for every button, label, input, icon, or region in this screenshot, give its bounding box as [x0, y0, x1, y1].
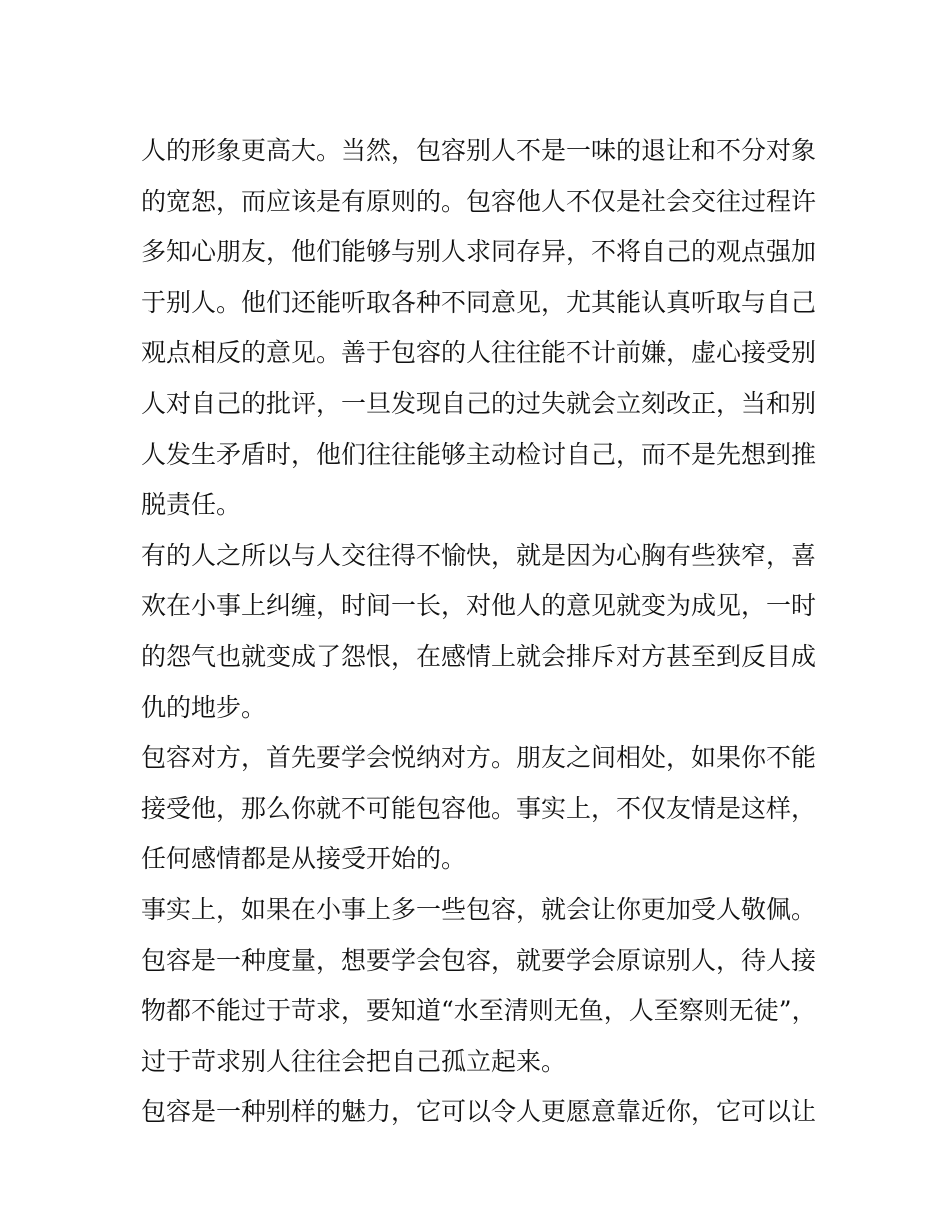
paragraph-4	[141, 885, 817, 936]
text-line: 事实上，如果在小事上多一些包容，就会让你更加受人敬佩。	[141, 894, 817, 924]
text-line: 仇的地步。	[141, 692, 267, 722]
text-line: 接受他，那么你就不可能包容他。事实上，不仅友情是这样，	[141, 793, 817, 823]
text-line: 包容是一种别样的魅力，它可以令人更愿意靠近你，它可以让	[141, 1097, 817, 1127]
text-line: 欢在小事上纠缠，时间一长，对他人的意见就变为成见，一时	[141, 591, 817, 621]
text-line: 人的形象更高大。当然，包容别人不是一味的退让和不分对象	[141, 136, 817, 165]
paragraph-5	[141, 936, 817, 1088]
text-line: 包容对方，首先要学会悦纳对方。朋友之间相处，如果你不能	[141, 743, 817, 773]
text-line: 观点相反的意见。善于包容的人往往能不计前嫌，虚心接受别	[141, 338, 817, 368]
text-line: 的宽恕，而应该是有原则的。包容他人不仅是社会交往过程许	[141, 186, 817, 216]
paragraph-3	[141, 733, 817, 885]
text-line: 人对自己的批评，一旦发现自己的过失就会立刻改正，当和别	[141, 388, 817, 418]
text-line: 的怨气也就变成了怨恨，在感情上就会排斥对方甚至到反目成	[141, 641, 817, 671]
text-line: 有的人之所以与人交往得不愉快，就是因为心胸有些狭窄，喜	[141, 540, 817, 570]
paragraph-1	[141, 126, 817, 531]
text-line: 任何感情都是从接受开始的。	[141, 844, 467, 874]
text-line: 多知心朋友，他们能够与别人求同存异，不将自己的观点强加	[141, 237, 817, 267]
text-line: 于别人。他们还能听取各种不同意见，尤其能认真听取与自己	[141, 287, 817, 317]
document-body	[141, 126, 817, 1138]
text-line: 物都不能过于苛求，要知道“水至清则无鱼，人至察则无徒”，	[141, 996, 817, 1026]
text-line: 包容是一种度量，想要学会包容，就要学会原谅别人，待人接	[141, 945, 817, 975]
text-line: 过于苛求别人往往会把自己孤立起来。	[141, 1046, 567, 1076]
paragraph-6	[141, 1087, 817, 1138]
text-line: 人发生矛盾时，他们往往能够主动检讨自己，而不是先想到推	[141, 439, 817, 469]
paragraph-2	[141, 531, 817, 733]
text-line: 脱责任。	[141, 490, 242, 520]
